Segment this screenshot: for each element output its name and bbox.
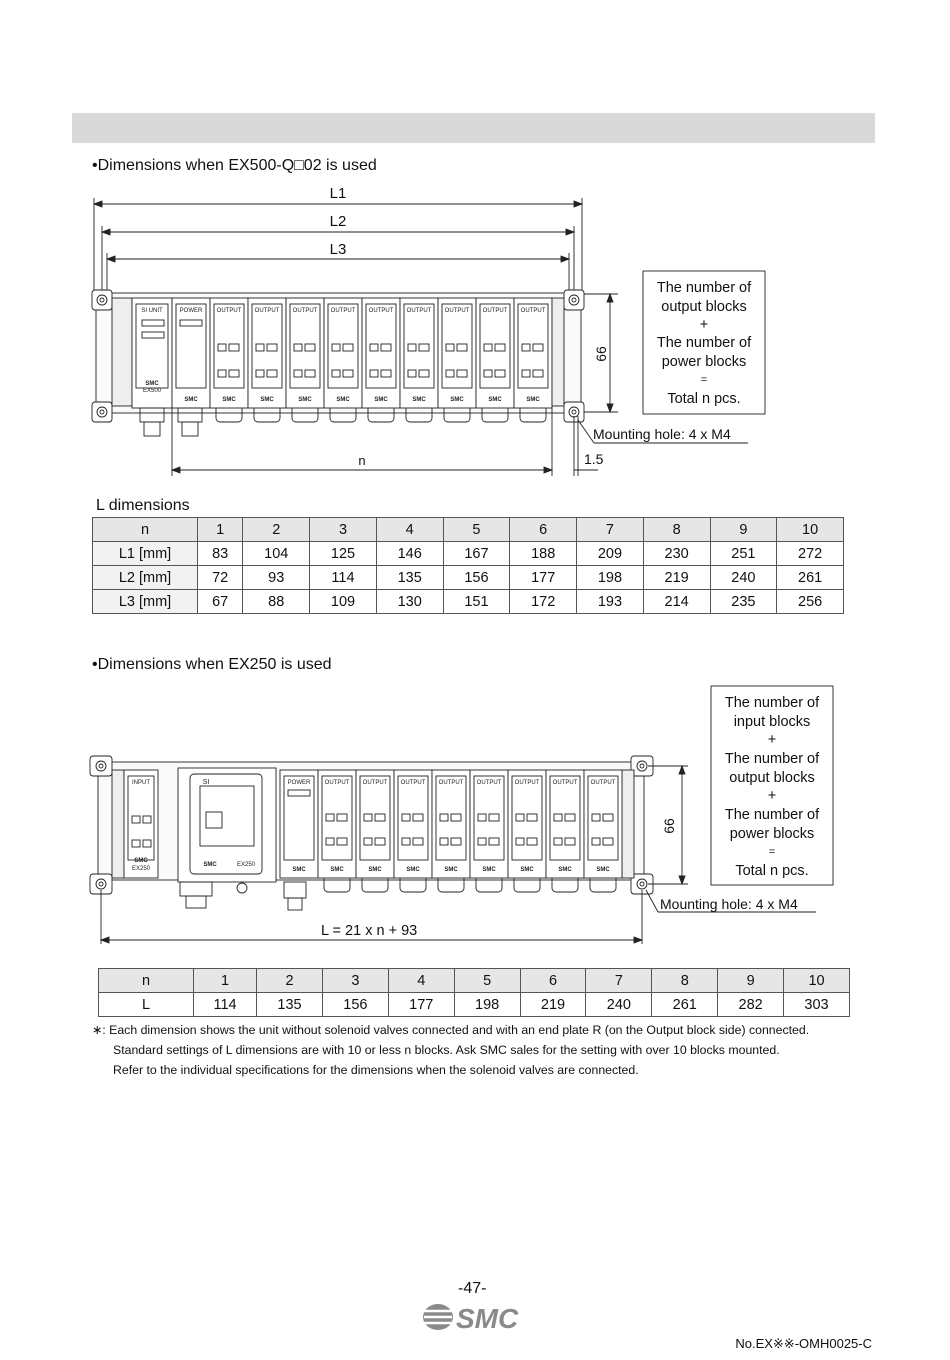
- table-header-cell: 4: [376, 518, 443, 542]
- table-cell: 135: [376, 566, 443, 590]
- table-cell: 67: [198, 590, 243, 614]
- table-cell: 188: [510, 542, 577, 566]
- dim-l2-label: L2: [329, 213, 347, 230]
- page-number: -47-: [458, 1280, 487, 1297]
- si-model-label: EX500: [142, 388, 162, 394]
- brand-mark: SMC: [450, 397, 464, 403]
- module-label: OUTPUT: [520, 308, 546, 314]
- table-header-cell: 2: [243, 518, 310, 542]
- brand-mark: SMC: [558, 867, 572, 873]
- table-cell: 109: [310, 590, 377, 614]
- table-header-cell: 9: [718, 969, 784, 993]
- box-line: The number of: [724, 751, 820, 767]
- ex250-l-table: [98, 968, 850, 1017]
- module-label: OUTPUT: [292, 308, 318, 314]
- table-cell: 114: [310, 566, 377, 590]
- table-header-cell: n: [99, 969, 194, 993]
- brand-mark: SMC: [336, 397, 350, 403]
- l-dimensions-table: [92, 517, 844, 614]
- box-line: output blocks: [729, 770, 815, 786]
- module-label: POWER: [287, 780, 311, 786]
- footnote: [92, 1020, 810, 1080]
- module-label: POWER: [179, 308, 203, 314]
- box-line: The number of: [724, 807, 820, 823]
- module-label: OUTPUT: [514, 780, 540, 786]
- table-header-cell: 7: [577, 518, 644, 542]
- table-cell: 198: [577, 566, 644, 590]
- table-cell: 209: [577, 542, 644, 566]
- table-cell: 146: [376, 542, 443, 566]
- box-line: The number of: [656, 335, 752, 351]
- brand-mark: SMC: [526, 397, 540, 403]
- footnote-line: Standard settings of L dimensions are with 10 or less n blocks. Ask SMC sales for the setting with over 10 blocks mounted.: [113, 1043, 780, 1057]
- module-label: OUTPUT: [438, 780, 464, 786]
- brand-mark: SMC: [203, 862, 217, 868]
- dim-l1-label: L1: [329, 185, 347, 202]
- mounting-hole-label: Mounting hole: 4 x M4: [660, 896, 798, 912]
- table-cell: 219: [520, 993, 586, 1017]
- table-cell: L1 [mm]: [93, 542, 198, 566]
- table-cell: 130: [376, 590, 443, 614]
- table-row: [93, 542, 844, 566]
- table-header-cell: n: [93, 518, 198, 542]
- table-header-cell: 3: [322, 969, 388, 993]
- table-cell: 240: [586, 993, 652, 1017]
- table-cell: 177: [388, 993, 454, 1017]
- brand-mark: SMC: [444, 867, 458, 873]
- table-header-cell: 10: [784, 969, 850, 993]
- brand-mark: SMC: [368, 867, 382, 873]
- brand-mark: SMC: [330, 867, 344, 873]
- box-line: +: [767, 788, 777, 804]
- table-header-cell: 6: [510, 518, 577, 542]
- table-row: [93, 566, 844, 590]
- brand-mark: SMC: [412, 397, 426, 403]
- table-row: [99, 993, 850, 1017]
- table-header-cell: 5: [454, 969, 520, 993]
- module-label: OUTPUT: [362, 780, 388, 786]
- module-label: OUTPUT: [216, 308, 242, 314]
- si-model-label: EX250: [236, 862, 256, 868]
- table-cell: 72: [198, 566, 243, 590]
- dim-offset-label: 1.5: [584, 451, 604, 467]
- box-line: +: [699, 317, 709, 333]
- table-header-row: [99, 969, 850, 993]
- module-label: OUTPUT: [444, 308, 470, 314]
- box-line: power blocks: [661, 354, 747, 370]
- module-label: SI UNIT: [141, 308, 163, 314]
- si-model-label: EX250: [131, 866, 151, 872]
- box-line: +: [767, 732, 777, 748]
- module-label: OUTPUT: [368, 308, 394, 314]
- brand-mark: SMC: [184, 397, 198, 403]
- brand-mark: SMC: [260, 397, 274, 403]
- module-label: OUTPUT: [590, 780, 616, 786]
- table-cell: 214: [643, 590, 710, 614]
- table-header-cell: 1: [194, 969, 257, 993]
- table-cell: 177: [510, 566, 577, 590]
- table-cell: 151: [443, 590, 510, 614]
- box-line: output blocks: [661, 299, 747, 315]
- table-header-cell: 6: [520, 969, 586, 993]
- table-cell: 272: [777, 542, 844, 566]
- table-cell: 83: [198, 542, 243, 566]
- section1-heading: •Dimensions when EX500-Q□02 is used: [92, 157, 377, 174]
- brand-mark: SMC: [482, 867, 496, 873]
- table-cell: 104: [243, 542, 310, 566]
- table-cell: 193: [577, 590, 644, 614]
- table-cell: 172: [510, 590, 577, 614]
- brand-mark: SMC: [596, 867, 610, 873]
- box-line: Total n pcs.: [667, 391, 741, 407]
- table-cell: 156: [443, 566, 510, 590]
- footnote-line: Refer to the individual specifications for the dimensions when the solenoid valves are connected.: [113, 1063, 639, 1077]
- brand-mark: SMC: [292, 867, 306, 873]
- module-label: OUTPUT: [476, 780, 502, 786]
- box-line: The number of: [656, 280, 752, 296]
- section2-heading: •Dimensions when EX250 is used: [92, 656, 332, 673]
- section-header-band: [72, 113, 875, 143]
- box-line: input blocks: [733, 714, 811, 730]
- table-cell: 230: [643, 542, 710, 566]
- table-header-cell: 9: [710, 518, 777, 542]
- table-row: [93, 590, 844, 614]
- table-cell: 125: [310, 542, 377, 566]
- logo-text: SMC: [456, 1303, 519, 1334]
- table-cell: 114: [194, 993, 257, 1017]
- table-cell: 303: [784, 993, 850, 1017]
- brand-mark: SMC: [374, 397, 388, 403]
- brand-mark: SMC: [222, 397, 236, 403]
- box-line: =: [700, 374, 708, 386]
- dim-66-label: 66: [593, 346, 609, 362]
- module-label: OUTPUT: [406, 308, 432, 314]
- module-label: OUTPUT: [324, 780, 350, 786]
- table-cell: 261: [777, 566, 844, 590]
- table-cell: L3 [mm]: [93, 590, 198, 614]
- brand-mark: SMC: [134, 858, 148, 864]
- box-line: Total n pcs.: [735, 863, 809, 879]
- ex250-dimension-drawing: [88, 682, 848, 944]
- brand-mark: SMC: [406, 867, 420, 873]
- table-header-cell: 8: [652, 969, 718, 993]
- table-cell: 256: [777, 590, 844, 614]
- table-cell: 235: [710, 590, 777, 614]
- table-cell: 198: [454, 993, 520, 1017]
- dim-n-label: n: [358, 453, 366, 468]
- table-cell: 282: [718, 993, 784, 1017]
- footnote-line: ∗: Each dimension shows the unit without solenoid valves connected and with an end plate R (on the Output block side) connected.: [92, 1023, 810, 1037]
- table-header-cell: 8: [643, 518, 710, 542]
- module-label: SI: [202, 779, 210, 786]
- table-header-row: [93, 518, 844, 542]
- module-label: OUTPUT: [254, 308, 280, 314]
- table-cell: 251: [710, 542, 777, 566]
- module-label: OUTPUT: [552, 780, 578, 786]
- table-cell: 135: [257, 993, 323, 1017]
- smc-logo: [420, 1299, 530, 1340]
- table-header-cell: 4: [388, 969, 454, 993]
- mounting-hole-label: Mounting hole: 4 x M4: [593, 426, 731, 442]
- table-header-cell: 5: [443, 518, 510, 542]
- table-cell: 93: [243, 566, 310, 590]
- table-cell: L2 [mm]: [93, 566, 198, 590]
- table-cell: 219: [643, 566, 710, 590]
- module-label: INPUT: [132, 780, 150, 786]
- module-label: OUTPUT: [400, 780, 426, 786]
- module-label: OUTPUT: [482, 308, 508, 314]
- box-line: =: [768, 846, 776, 858]
- document-number: No.EX※※-OMH0025-C: [735, 1336, 872, 1351]
- ex500-dimension-drawing: [88, 180, 788, 480]
- table-header-cell: 2: [257, 969, 323, 993]
- module-label: OUTPUT: [330, 308, 356, 314]
- formula-label: L = 21 x n + 93: [321, 923, 418, 939]
- table-header-cell: 3: [310, 518, 377, 542]
- box-line: power blocks: [729, 826, 815, 842]
- table-cell: 167: [443, 542, 510, 566]
- brand-mark: SMC: [145, 381, 159, 387]
- table1-caption: L dimensions: [96, 497, 190, 514]
- box-line: The number of: [724, 695, 820, 711]
- table-cell: 261: [652, 993, 718, 1017]
- table-cell: 88: [243, 590, 310, 614]
- table-cell: 240: [710, 566, 777, 590]
- dim-l3-label: L3: [329, 241, 347, 258]
- table-header-cell: 1: [198, 518, 243, 542]
- brand-mark: SMC: [298, 397, 312, 403]
- table-header-cell: 10: [777, 518, 844, 542]
- table-header-cell: 7: [586, 969, 652, 993]
- table-cell: L: [99, 993, 194, 1017]
- table-cell: 156: [322, 993, 388, 1017]
- brand-mark: SMC: [488, 397, 502, 403]
- dim-66-label: 66: [661, 818, 677, 834]
- brand-mark: SMC: [520, 867, 534, 873]
